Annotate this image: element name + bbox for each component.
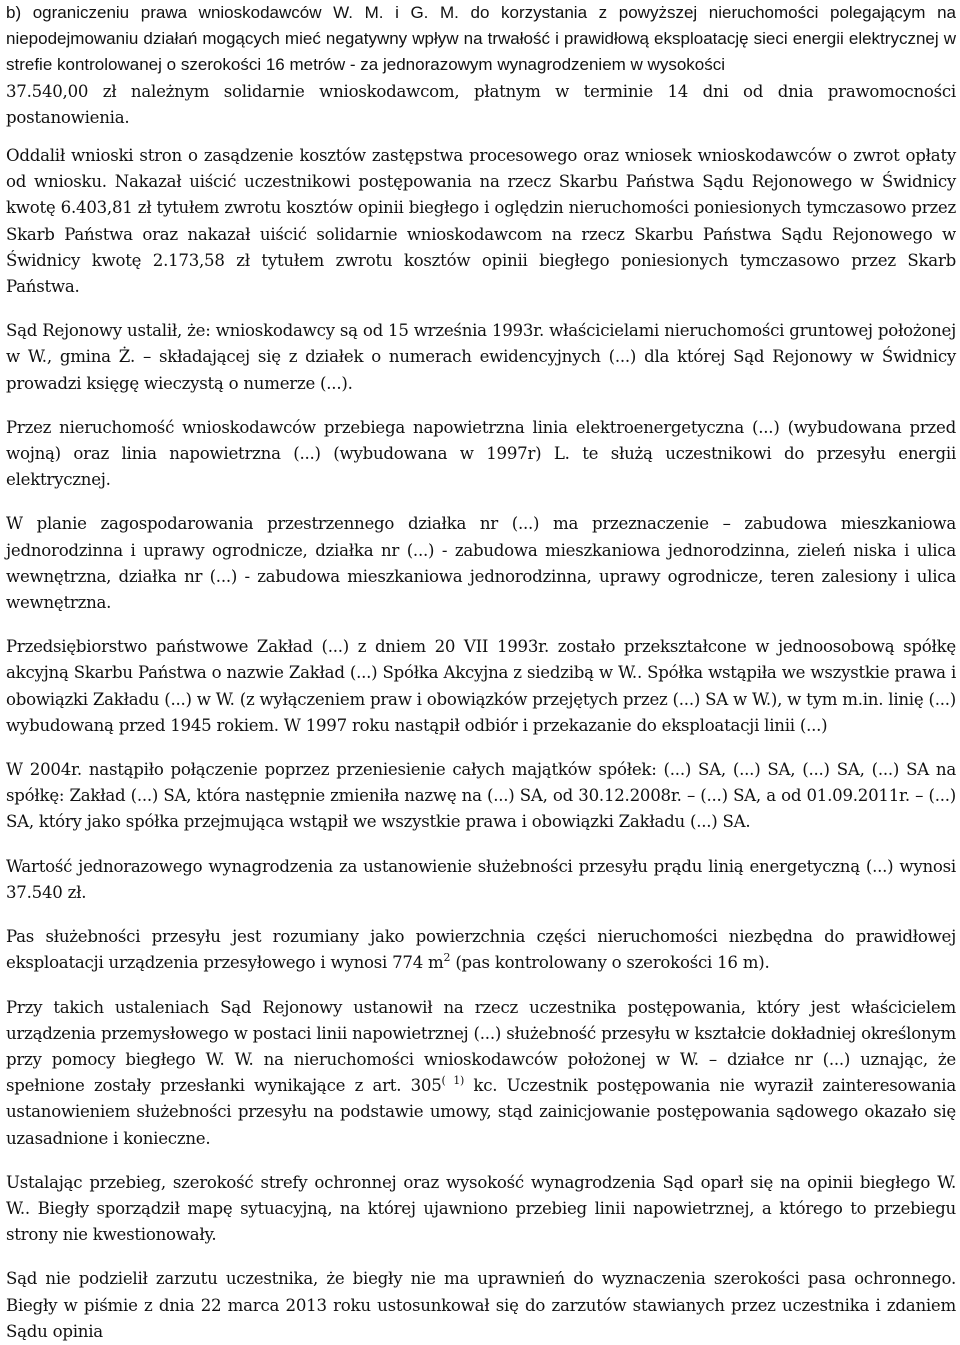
- paragraph-merger: W 2004r. nastąpiło połączenie poprzez przeniesienie całych majątków spółek: (...) SA, (...) SA, (...) SA, (...) SA na spółkę: Zakład (...) SA, która następnie zmieniła nazwę na (...) SA, od 30.12.2008r. – (...) SA, a od 01.09.2011r. – (...) SA, który jako spółka przejmująca wstąpił we wszystkie prawa i obowiązki Zakładu (...) SA.: [6, 760, 956, 832]
- court-decision-text: Przy takich ustaleniach Sąd Rejonowy ustanowił na rzecz uczestnika postępowania, który jest właścicielem urządzenia przemysłowego w postaci linii napowietrznej (...) służebność przesyłu w kształcie dokładniej określonym przy pomocy biegłego W. W. na nieruchomości wnioskodawców położonej w W. – działce nr (...) uznając, że spełnione zostały przesłanki wynikające z art. 305: [6, 997, 956, 1096]
- superscript-article-index: ( 1): [441, 1074, 464, 1088]
- paragraph-power-lines: Przez nieruchomość wnioskodawców przebiega napowietrzna linia elektroenergetyczna (...) (wybudowana przed wojną) oraz linia napowietrzna (...) (wybudowana w 1997r) L. te służą uczestnikowi do przesyłu energii elektrycznej.: [6, 417, 956, 490]
- paragraph-ruling-b-amount: [6, 79, 956, 131]
- court-decision-text-end: kc. Uczestnik postępowania nie wyraził zainteresowania ustanowieniem służebności przesyłu na podstawie umowy, stąd zainicjowanie postępowania sądowego okazało się uzasadnione i konieczne.: [6, 1076, 957, 1148]
- paragraph-expert-objection: Sąd nie podzielił zarzutu uczestnika, że biegły nie ma uprawnień do wyznaczenia szerokości pasa ochronnego. Biegły w piśmie z dnia 22 marca 2013 roku ustosunkował się do zarzutów stawianych przez uczestnika i zdaniem Sądu opinia: [6, 1269, 956, 1341]
- paragraph-court-decision: [6, 995, 956, 1152]
- paragraph-findings-ownership: Sąd Rejonowy ustalił, że: wnioskodawcy są od 15 września 1993r. właścicielami nieruchomości gruntowej położonej w W., gmina Ż. – składającej się z działek o numerach ewidencyjnych (...) dla której Sąd Rejonowy w Świdnicy prowadzi księgę wieczystą o numerze (...).: [6, 321, 956, 393]
- ruling-b-amount-text: 37.540,00 zł należnym solidarnie wnioskodawcom, płatnym w terminie 14 dni od dnia prawomocności postanowienia.: [6, 81, 956, 127]
- paragraph-costs: Oddalił wnioski stron o zasądzenie kosztów zastępstwa procesowego oraz wniosek wnioskodawców o zwrot opłaty od wniosku. Nakazał uiścić uczestnikowi postępowania na rzecz Skarbu Państwa Sądu Rejonowego w Świdnicy kwotę 6.403,81 zł tytułem zwrotu kosztów opinii biegłego i oględzin nieruchomości poniesionych tymczasowo przez Skarb Państwa oraz nakazał uiścić solidarnie wnioskodawcom na rzecz Skarbu Państwa Sądu Rejonowego w Świdnicy kwotę 2.173,58 zł tytułem zwrotu kosztów opinii biegłego poniesionych tymczasowo przez Skarb Państwa.: [6, 146, 956, 297]
- paragraph-company-history: Przedsiębiorstwo państwowe Zakład (...) z dniem 20 VII 1993r. zostało przekształcone w jednoosobową spółkę akcyjną Skarbu Państwa o nazwie Zakład (...) Spółka Akcyjna z siedzibą w W.. Spółka wstąpiła we wszystkie prawa i obowiązki Zakładu (...) w W. (z wyłączeniem praw i obowiązków przejętych przez (...) SA w W.), w tym m.in. linię (...) wybudowaną przed 1945 rokiem. W 1997 roku nastąpił odbiór i przekazanie do eksploatacji linii (...): [6, 637, 956, 735]
- easement-strip-text: Pas służebności przesyłu jest rozumiany jako powierzchnia części nieruchomości niezbędna do prawidłowej eksploatacji urządzenia przesyłowego i wynosi 774 m: [6, 927, 956, 973]
- paragraph-zoning-plan: W planie zagospodarowania przestrzennego działka nr (...) ma przeznaczenie – zabudowa mieszkaniowa jednorodzinna i uprawy ogrodnicze, działka nr (...) - zabudowa mieszkaniowa jednorodzinna, zieleń niska i ulica wewnętrzna, działka nr (...) - zabudowa mieszkaniowa jednorodzinna, uprawy ogrodnicze, teren zalesiony i ulica wewnętrzna.: [6, 514, 956, 613]
- ruling-b-text: b) ograniczeniu prawa wnioskodawców W. M. i G. M. do korzystania z powyższej nieruchomości polegającym na niepodejmowaniu działań mogących mieć negatywny wpływ na trwałość i prawidłową eksploatację sieci energii elektrycznej w strefie kontrolowanej o szerokości 16 metrów - za jednorazowym wynagrodzeniem w wysokości: [6, 3, 956, 75]
- paragraph-easement-strip: [6, 924, 956, 976]
- paragraph-compensation-value: Wartość jednorazowego wynagrodzenia za ustanowienie służebności przesyłu prądu linią energetyczną (...) wynosi 37.540 zł.: [6, 856, 956, 902]
- paragraph-ruling-b: [6, 0, 956, 79]
- paragraph-expert-opinion: Ustalając przebieg, szerokość strefy ochronnej oraz wysokość wynagrodzenia Sąd oparł się na opinii biegłego W. W.. Biegły sporządził mapę sytuacyjną, na której ujawniono przebieg linii napowietrznej, a którego to przebiegu strony nie kwestionowały.: [6, 1172, 956, 1245]
- superscript-squared: 2: [443, 951, 451, 965]
- easement-strip-text-end: (pas kontrolowany o szerokości 16 m).: [450, 953, 770, 973]
